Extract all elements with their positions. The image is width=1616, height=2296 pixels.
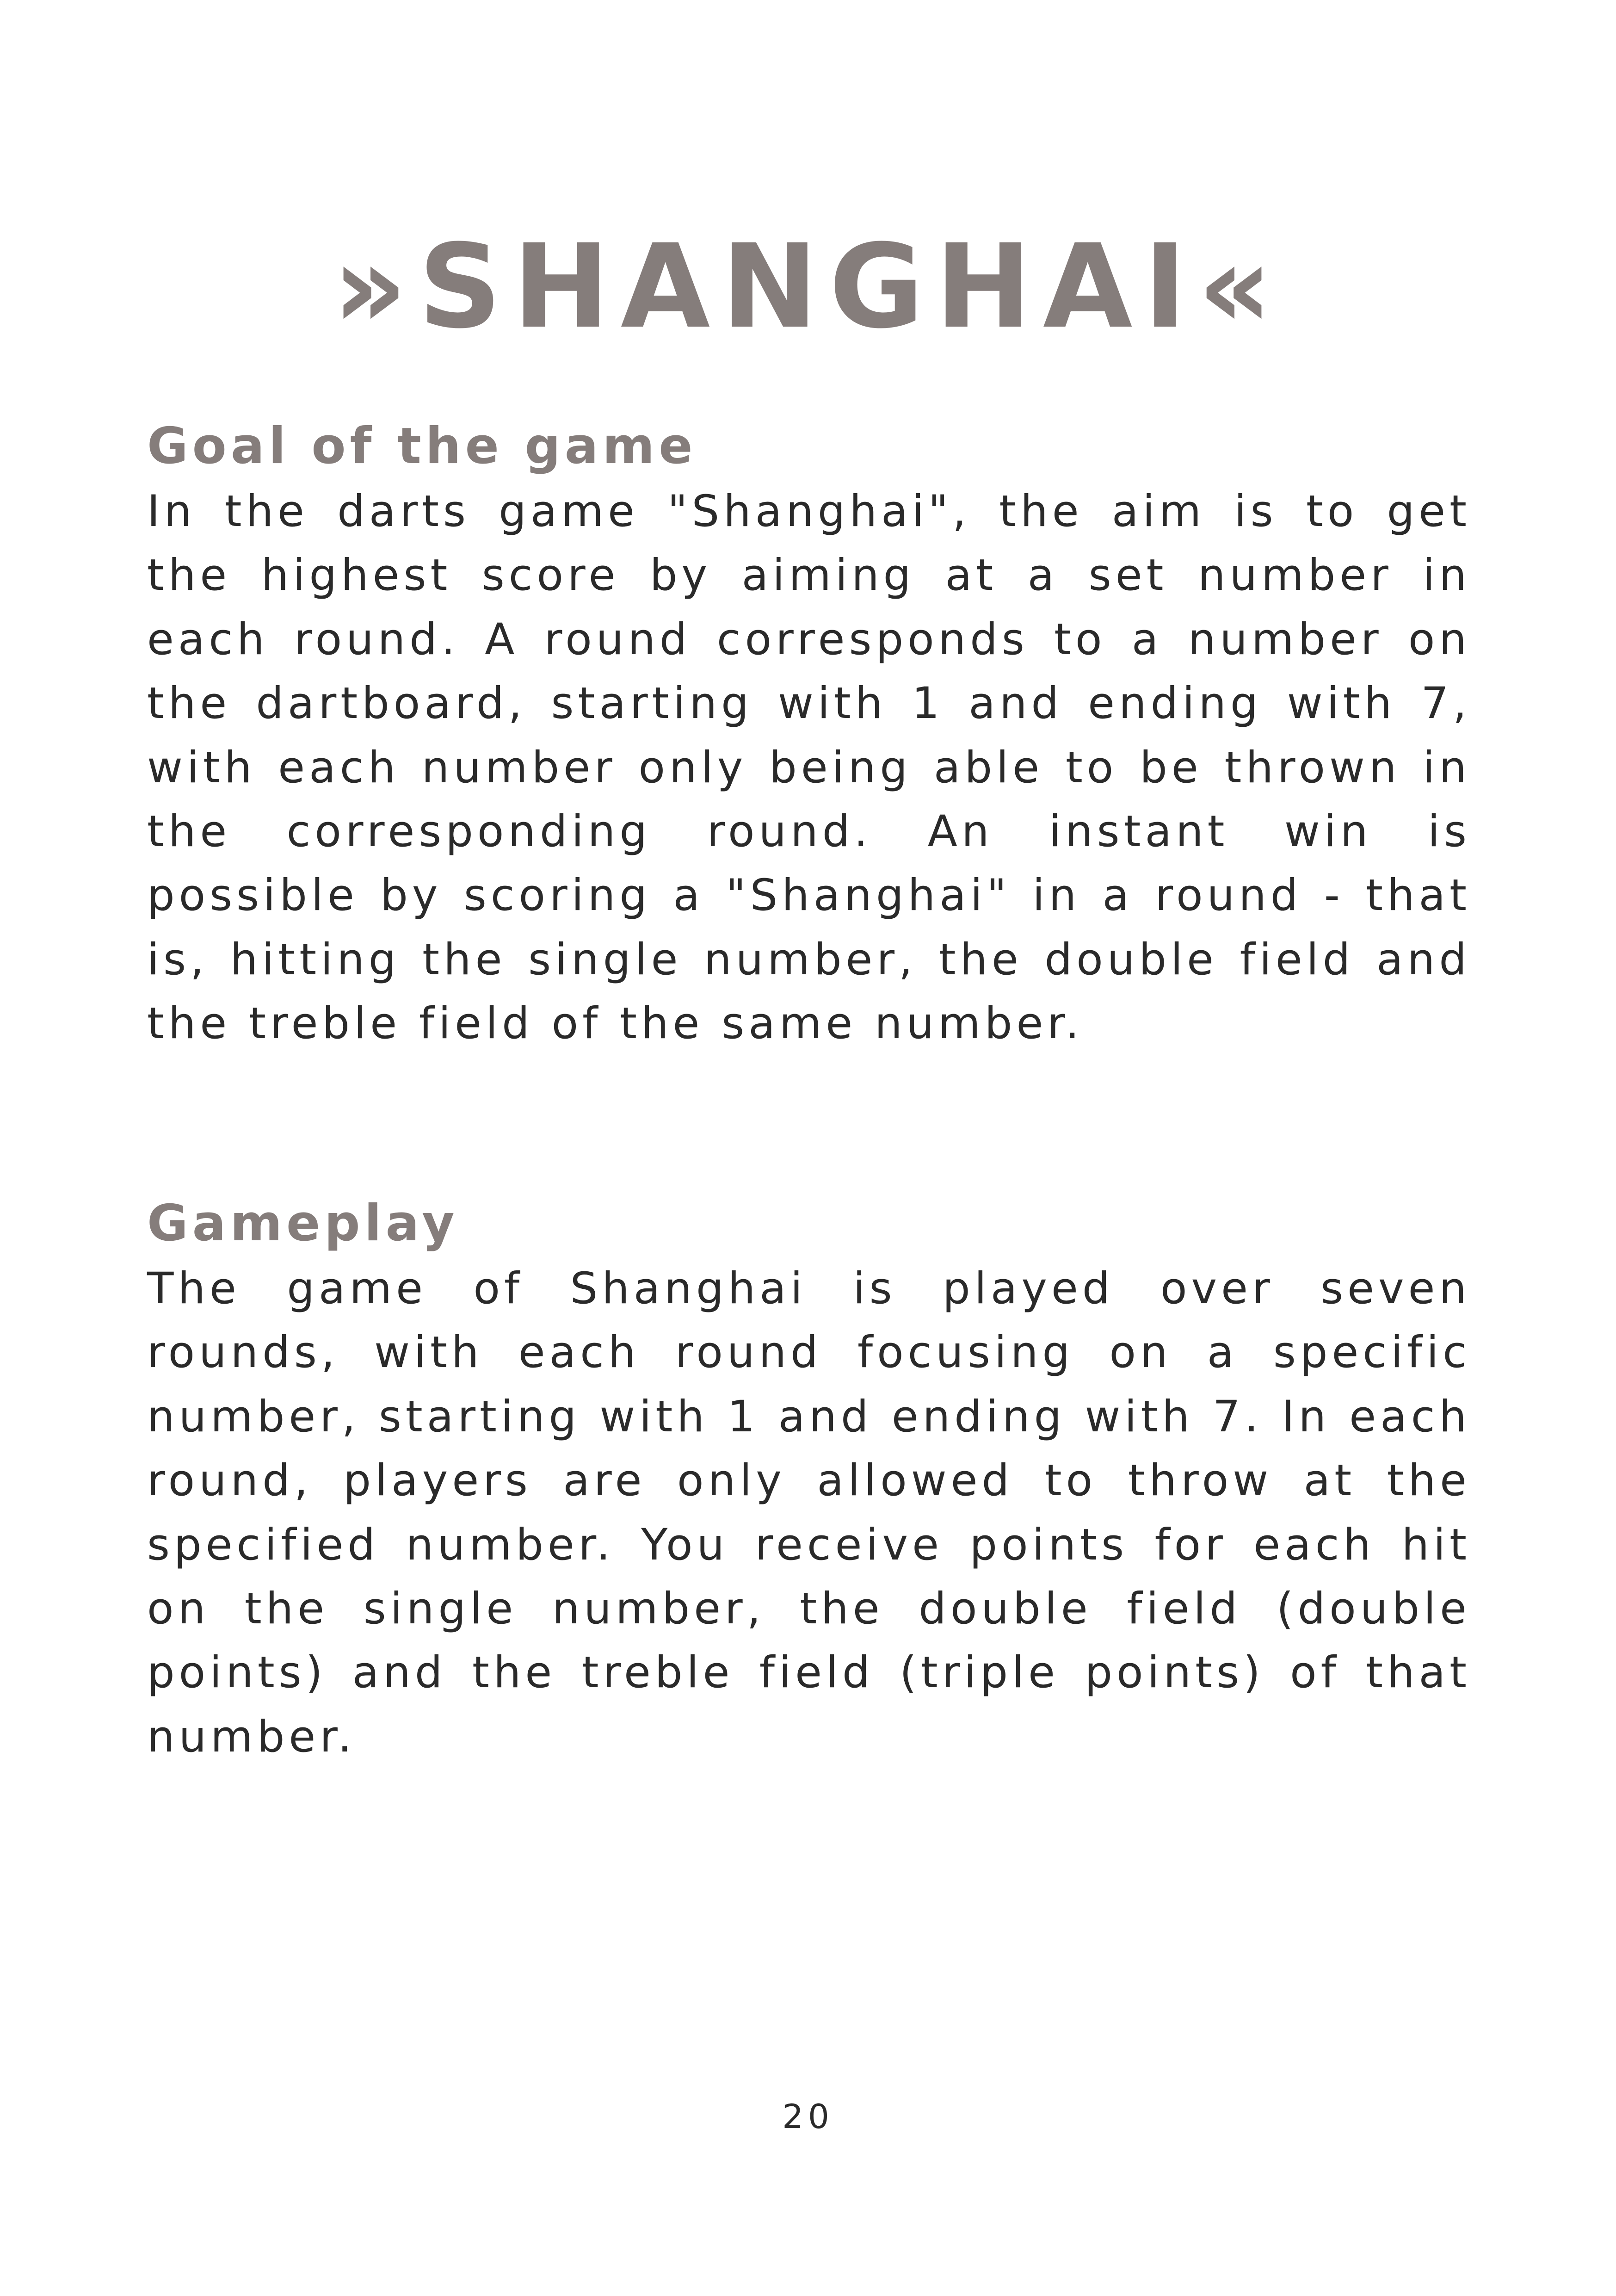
section-gameplay [147,1191,1471,1769]
section-heading-gameplay: Gameplay [147,1194,459,1252]
section-heading-goal: Goal of the game [147,417,697,475]
section-body-goal: In the darts game "Shanghai", the aim is to get the highest score by aiming at a set number in each round. A round corresponds to a number on the dartboard, starting with 1 and ending with 7, with each number only being able to be thrown in the corresponding round. An instant win is possible by scoring a "Shanghai" in a round - that is, hitting the single number, the double field and the treble field of the same number. [147,486,1471,1049]
page-title: »SHANGHAI« [333,219,1283,354]
section-goal-of-the-game [147,414,1471,1056]
section-body-gameplay: The game of Shanghai is played over seven rounds, with each round focusing on a specific number, starting with 1 and ending with 7. In each round, players are only allowed to throw at the specified number. You receive points for each hit on the single number, the double field (double points) and the treble field (triple points) of that number. [147,1263,1471,1762]
page-number: 20 [782,2097,834,2136]
